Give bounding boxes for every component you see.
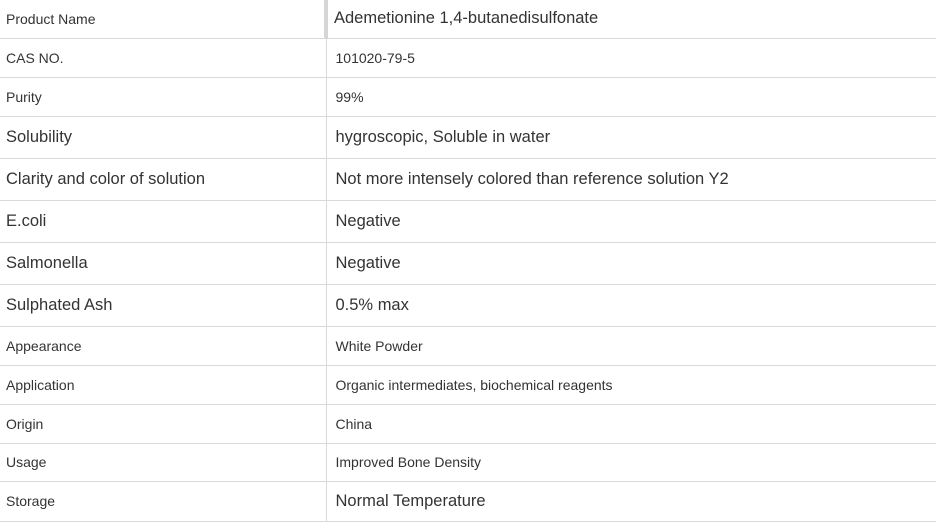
row-value-salmonella: Negative — [326, 242, 936, 284]
table-row — [0, 443, 936, 481]
table-row — [0, 404, 936, 443]
row-value-application: Organic intermediates, biochemical reagents — [326, 365, 936, 404]
row-value-origin: China — [326, 404, 936, 443]
row-value-clarity: Not more intensely colored than reference solution Y2 — [326, 158, 936, 200]
row-value-appearance: White Powder — [326, 326, 936, 365]
row-value-sulphated-ash: 0.5% max — [326, 284, 936, 326]
row-label-usage: Usage — [0, 443, 326, 481]
row-label-clarity: Clarity and color of solution — [0, 158, 326, 200]
row-label-origin: Origin — [0, 404, 326, 443]
table-row — [0, 0, 936, 38]
table-row — [0, 365, 936, 404]
table-row — [0, 200, 936, 242]
row-label-sulphated-ash: Sulphated Ash — [0, 284, 326, 326]
row-value-cas-no: 101020-79-5 — [326, 38, 936, 77]
row-label-appearance: Appearance — [0, 326, 326, 365]
row-label-application: Application — [0, 365, 326, 404]
row-label-salmonella: Salmonella — [0, 242, 326, 284]
table-row — [0, 158, 936, 200]
row-label-storage: Storage — [0, 481, 326, 521]
row-value-purity: 99% — [326, 77, 936, 116]
row-label-solubility: Solubility — [0, 116, 326, 158]
row-value-product-name: Ademetionine 1,4-butanedisulfonate — [326, 0, 936, 38]
table-row — [0, 38, 936, 77]
row-label-product-name: Product Name — [0, 0, 326, 38]
row-value-storage: Normal Temperature — [326, 481, 936, 521]
table-row — [0, 284, 936, 326]
row-value-solubility: hygroscopic, Soluble in water — [326, 116, 936, 158]
table-row — [0, 116, 936, 158]
table-row — [0, 242, 936, 284]
row-label-cas-no: CAS NO. — [0, 38, 326, 77]
row-label-ecoli: E.coli — [0, 200, 326, 242]
table-row — [0, 481, 936, 521]
row-value-ecoli: Negative — [326, 200, 936, 242]
table-row — [0, 326, 936, 365]
row-label-purity: Purity — [0, 77, 326, 116]
table-row — [0, 77, 936, 116]
row-value-usage: Improved Bone Density — [326, 443, 936, 481]
